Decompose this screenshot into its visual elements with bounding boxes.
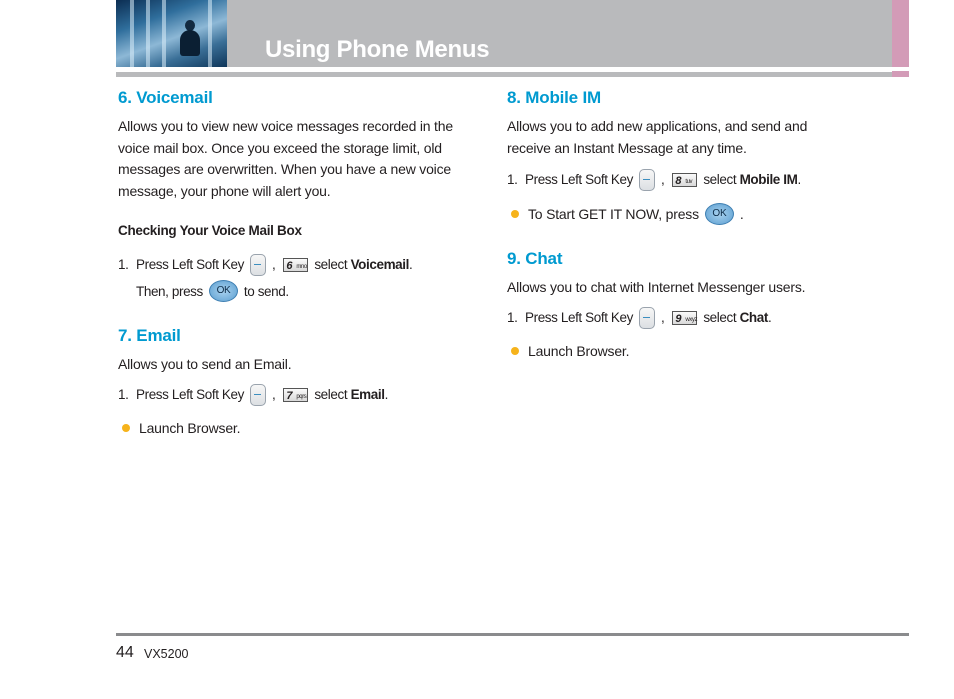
section-heading: 7. Email bbox=[118, 326, 181, 345]
step: 1. Press Left Soft Key , 9 wxyz select Chat . bbox=[507, 307, 837, 329]
section-body: Allows you to view new voice messages recorded in the voice mail box. Once you exceed the storage limit, old messages are overwritten. When you have a new voice message, your phone will alert you. bbox=[118, 118, 453, 199]
header-rule bbox=[116, 72, 892, 77]
step: 1. Press Left Soft Key , 8 tuv select Mobile IM . bbox=[507, 169, 837, 191]
page-title: Using Phone Menus bbox=[265, 36, 490, 63]
bullet-dot-icon bbox=[511, 347, 519, 355]
bullet-dot-icon bbox=[122, 424, 130, 432]
ok-key-icon: OK bbox=[209, 280, 238, 302]
page-number: 44 bbox=[116, 644, 134, 661]
section-mobile-im bbox=[507, 86, 837, 225]
step: 1. Press Left Soft Key , 7 pqrs select Email . bbox=[118, 384, 463, 406]
ok-key-icon: OK bbox=[705, 203, 734, 225]
left-column bbox=[118, 86, 463, 438]
section-body: Allows you to add new applications, and send and receive an Instant Message at any time. bbox=[507, 118, 808, 156]
key-8-icon: 8 tuv bbox=[672, 173, 697, 187]
section-body: Allows you to chat with Internet Messenger users. bbox=[507, 279, 806, 295]
model-name: VX5200 bbox=[144, 647, 189, 661]
section-voicemail bbox=[118, 86, 463, 302]
section-email bbox=[118, 324, 463, 438]
section-heading: 9. Chat bbox=[507, 249, 563, 268]
left-soft-key-icon bbox=[639, 169, 655, 191]
bullet-item: Launch Browser. bbox=[118, 418, 463, 438]
header-photo bbox=[116, 0, 227, 67]
key-6-icon: 6 mno bbox=[283, 258, 308, 272]
subheading: Checking Your Voice Mail Box bbox=[118, 223, 302, 238]
left-soft-key-icon bbox=[639, 307, 655, 329]
bullet-item: To Start GET IT NOW, press OK . bbox=[507, 203, 837, 225]
section-chat bbox=[507, 247, 837, 361]
bullet-item: Launch Browser. bbox=[507, 341, 837, 361]
section-heading: 8. Mobile IM bbox=[507, 88, 601, 107]
page-tab-marker-small bbox=[892, 71, 909, 77]
left-soft-key-icon bbox=[250, 384, 266, 406]
footer-rule bbox=[116, 633, 909, 636]
header-bar bbox=[116, 0, 892, 67]
step-continued: Then, press OK to send. bbox=[118, 280, 463, 302]
step: 1. Press Left Soft Key , 6 mno select Voicemail . bbox=[118, 254, 463, 276]
section-body: Allows you to send an Email. bbox=[118, 356, 292, 372]
bullet-dot-icon bbox=[511, 210, 519, 218]
section-heading: 6. Voicemail bbox=[118, 88, 213, 107]
left-soft-key-icon bbox=[250, 254, 266, 276]
key-9-icon: 9 wxyz bbox=[672, 311, 697, 325]
page-tab-marker bbox=[892, 0, 909, 67]
key-7-icon: 7 pqrs bbox=[283, 388, 308, 402]
right-column bbox=[507, 86, 837, 361]
